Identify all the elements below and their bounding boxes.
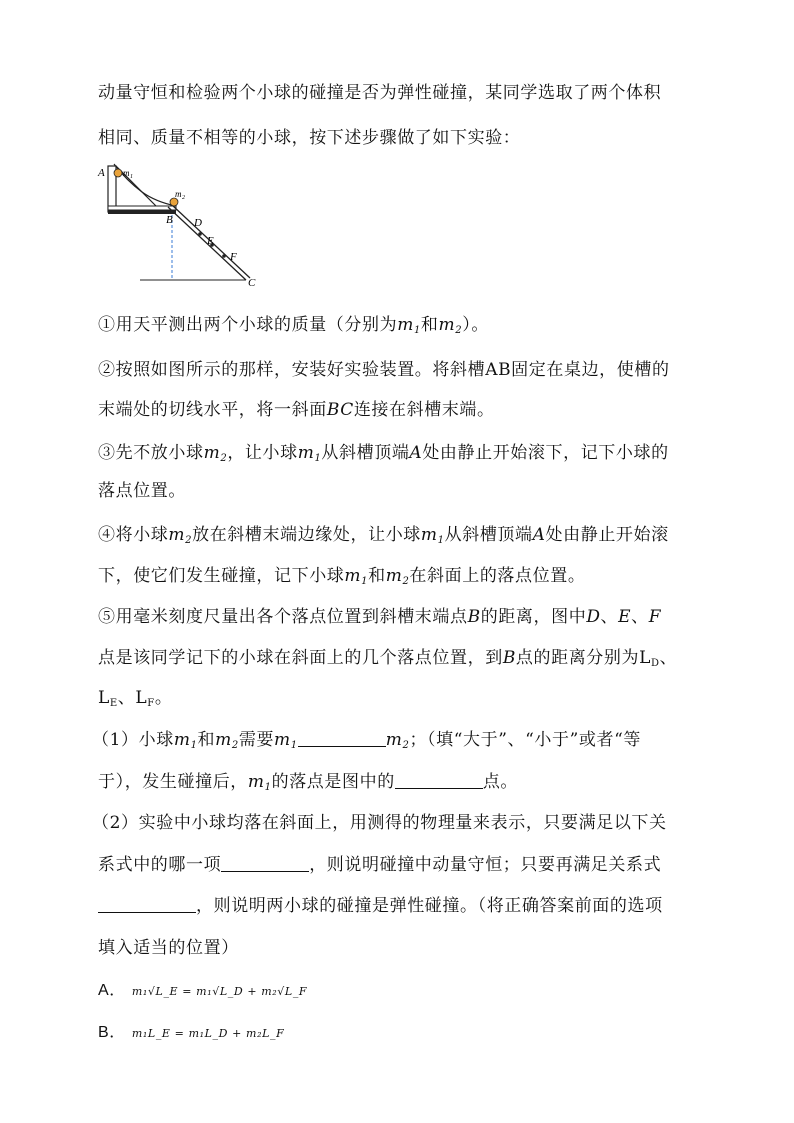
question-2-line-3: ，则说明两小球的碰撞是弹性碰撞。（将正确答案前面的选项: [98, 891, 663, 916]
intro-line-2: 相同、质量不相等的小球，按下述步骤做了如下实验：: [98, 128, 521, 148]
step-3-line-2: 落点位置。: [98, 481, 186, 501]
label-F: F: [230, 251, 237, 263]
label-m2: m: [175, 189, 182, 199]
step-4-line-1: ④将小球$m_2$放在斜槽末端边缘处，让小球$m_1$从斜槽顶端A处由静止开始滚: [98, 525, 669, 546]
question-1-line-2: 于），发生碰撞后，$m_1$的落点是图中的 点。: [98, 772, 519, 793]
ball-m1: [114, 169, 122, 177]
label-A: A: [98, 167, 105, 179]
option-A: [98, 977, 307, 1000]
step-4-line-2: 下，使它们发生碰撞，记下小球$m_1$和$m_2$在斜面上的落点位置。: [98, 566, 586, 587]
ball-m2: [170, 198, 178, 206]
step-5-line-3: $L_E$、$L_F$。: [98, 688, 173, 709]
option-B-formula: m₁L_E = m₁L_D + m₂L_F: [131, 1027, 285, 1040]
step-3-line-1: ③先不放小球$m_2$，让小球$m_1$从斜槽顶端A处由静止开始滚下，记下小球的: [98, 443, 669, 464]
answer-blank-1[interactable]: [298, 730, 386, 747]
question-2-line-1: （2）实验中小球均落在斜面上，用测得的物理量来表示，只要满足以下关: [92, 813, 667, 833]
label-C: C: [248, 277, 256, 289]
question-1-line-1: （1）小球$m_1$和$m_2$需要$m_1$ $m_2$；（填“大于”、“小于”或者“等: [92, 730, 642, 751]
label-m2-sub: 2: [182, 195, 185, 201]
option-A-label: A．: [98, 982, 126, 999]
label-B: B: [166, 214, 173, 226]
intro-line-1: 动量守恒和检验两个小球的碰撞是否为弹性碰撞，某同学选取了两个体积: [98, 83, 662, 103]
label-m1-sub: 1: [130, 174, 133, 180]
step-2-line-2: 末端处的切线水平，将一斜面BC连接在斜槽末端。: [98, 400, 495, 420]
step-1: ①用天平测出两个小球的质量（分别为$m_1$和$m_2$）。: [98, 315, 489, 336]
option-A-formula: m₁√L_E = m₁√L_D + m₂√L_F: [131, 985, 308, 998]
experiment-diagram: [96, 160, 276, 290]
answer-blank-2[interactable]: [395, 772, 483, 789]
question-2-line-4: 填入适当的位置）: [98, 938, 239, 958]
option-B-label: B．: [98, 1024, 126, 1041]
answer-blank-3[interactable]: [221, 855, 309, 872]
step-2-line-1: ②按照如图所示的那样，安装好实验装置。将斜槽AB固定在桌边，使槽的: [98, 360, 670, 380]
label-D: D: [194, 217, 202, 229]
label-m1: m: [123, 168, 130, 178]
question-2-line-2: 系式中的哪一项 ，则说明碰撞中动量守恒；只要再满足关系式: [98, 855, 662, 875]
answer-blank-4[interactable]: [98, 896, 196, 913]
step-5-line-2: 点是该同学记下的小球在斜面上的几个落点位置，到B点的距离分别为$L_D$、: [98, 648, 678, 669]
label-E: E: [207, 235, 214, 247]
step-5-line-1: ⑤用毫米刻度尺量出各个落点位置到斜槽末端点B的距离，图中D、E、F: [98, 607, 662, 627]
option-B: [98, 1019, 284, 1042]
